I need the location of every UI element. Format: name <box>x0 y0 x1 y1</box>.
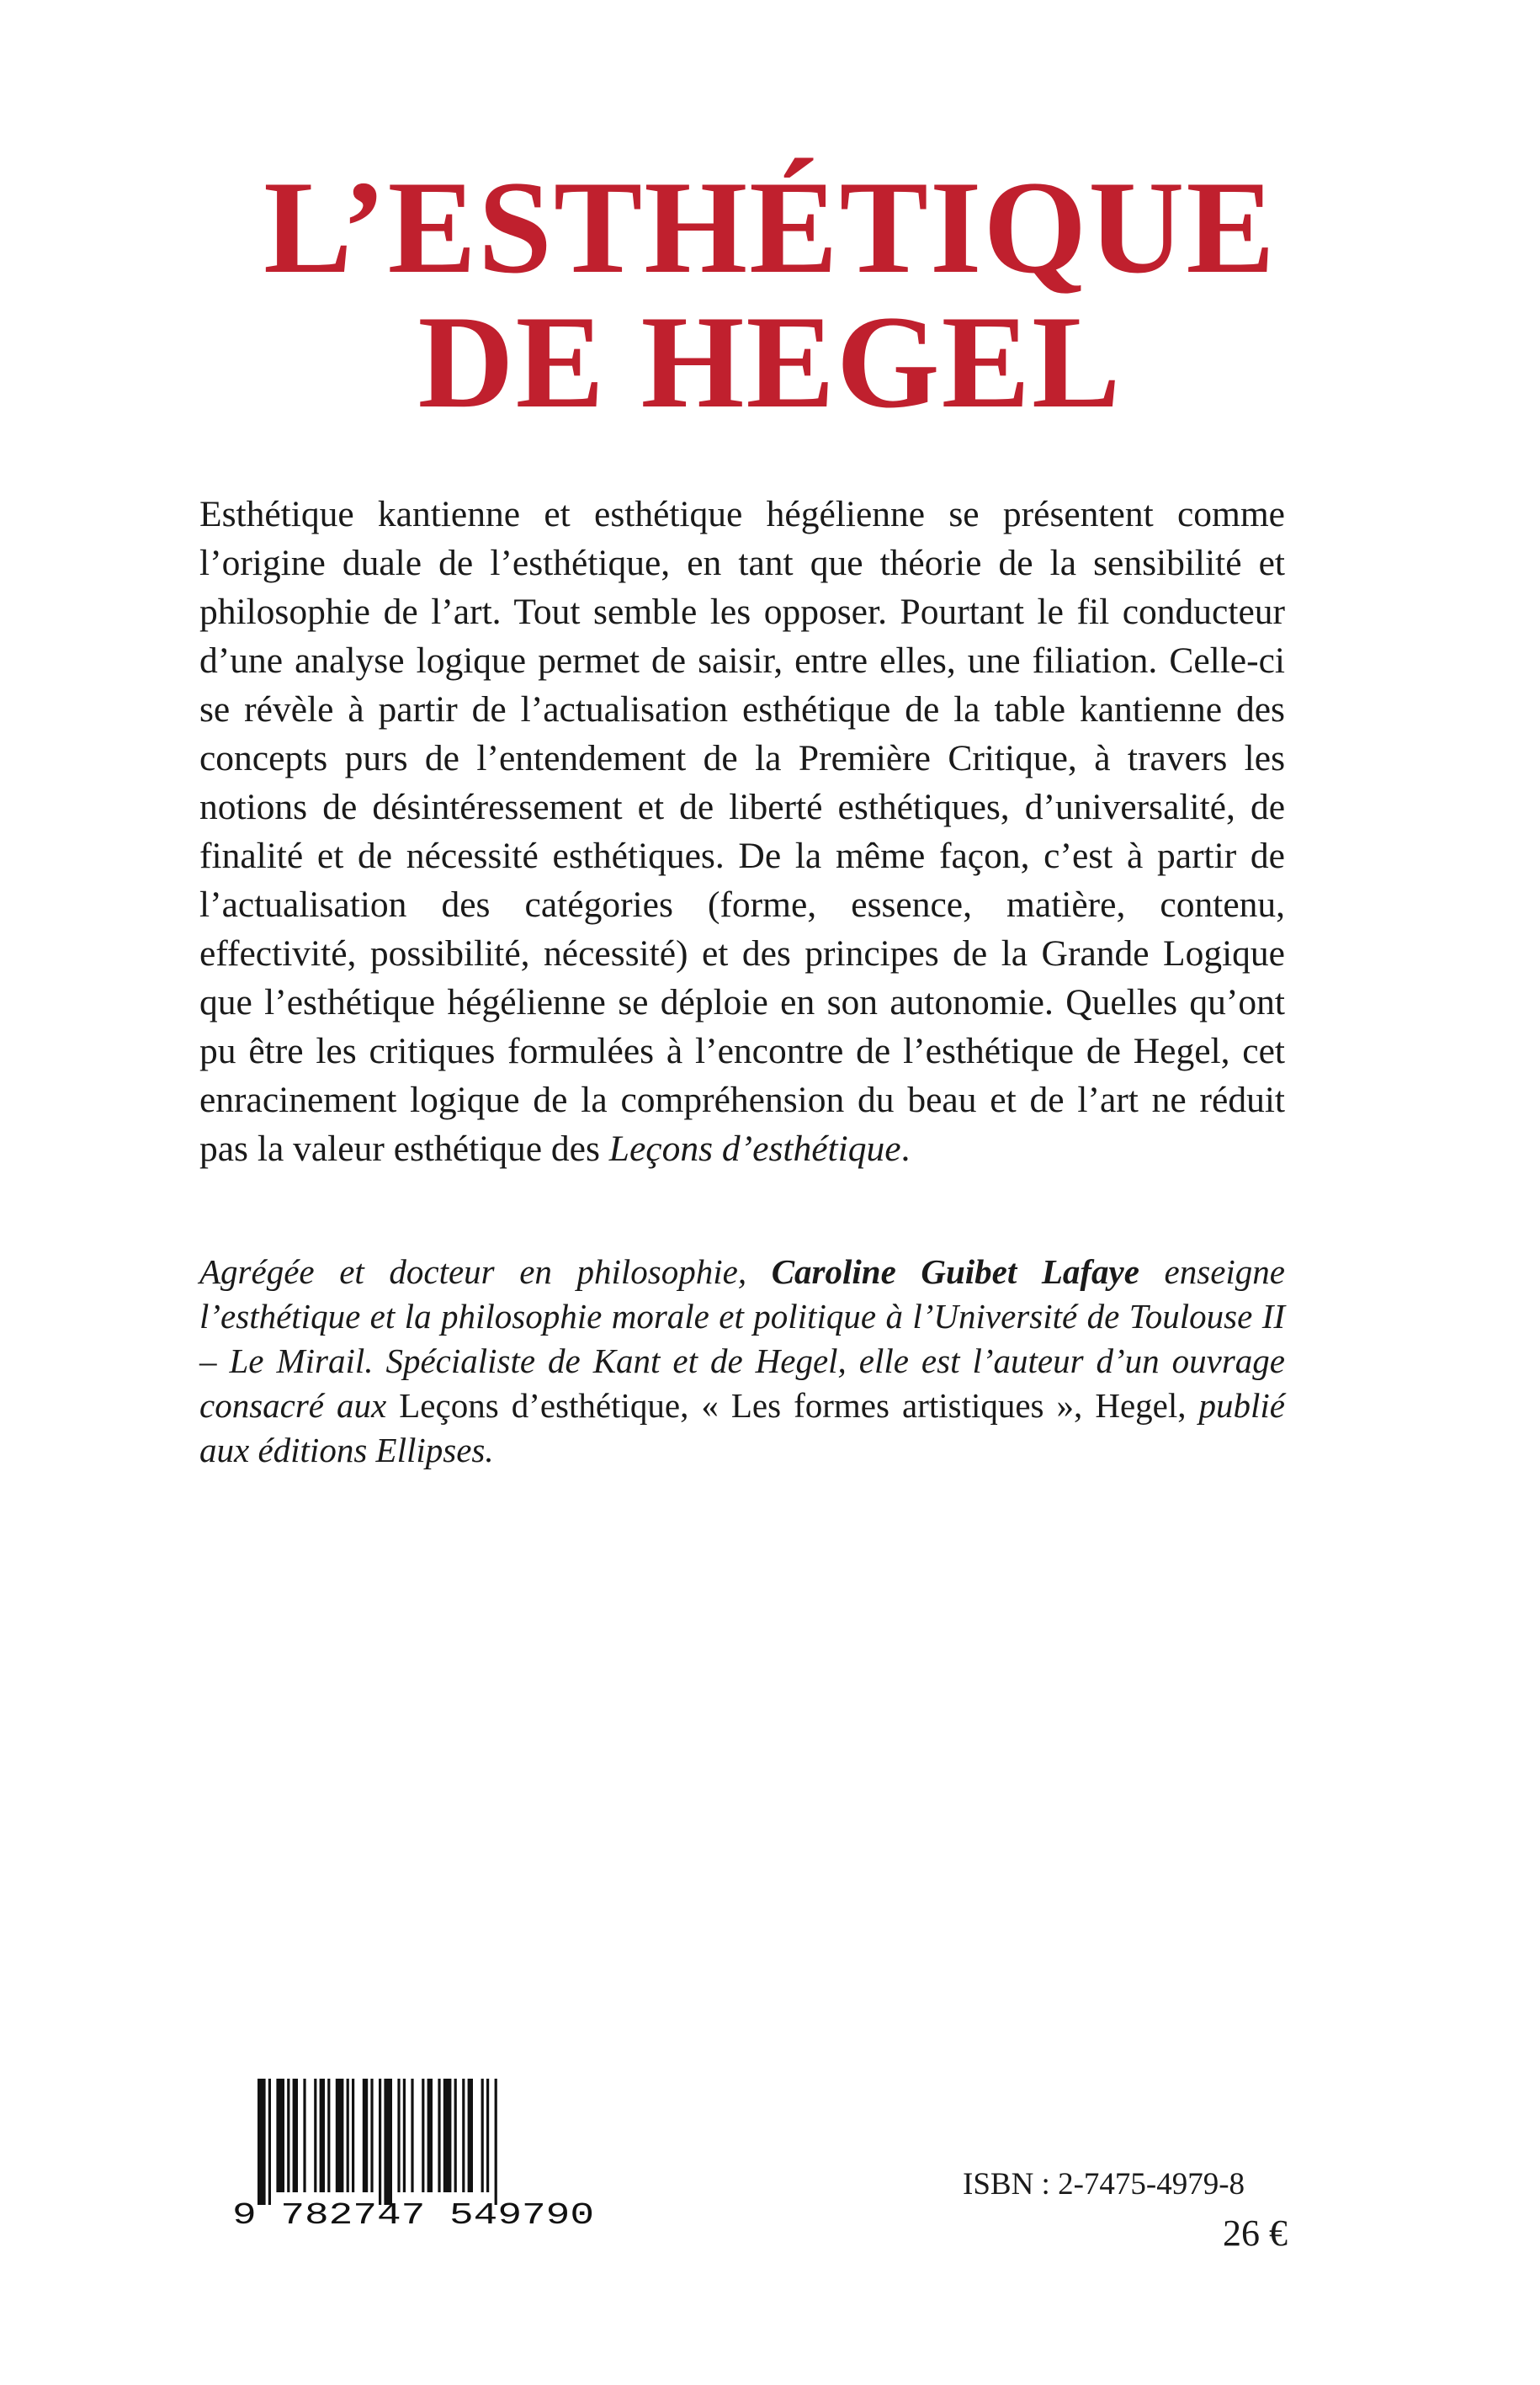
barcode-bar <box>276 2079 284 2192</box>
price: 26 € <box>1223 2212 1288 2254</box>
barcode-bar <box>462 2079 465 2192</box>
barcode-bar <box>379 2079 381 2205</box>
book-title-line-1: L’ESTHÉTIQUE <box>263 154 1277 301</box>
barcode-graphic <box>232 2079 594 2230</box>
barcode-bar <box>268 2079 271 2205</box>
barcode-digits: 9 782747 549790 <box>232 2198 594 2230</box>
summary-work-title: Leçons d’esthétique <box>608 1129 901 1169</box>
barcode-bar <box>438 2079 440 2192</box>
summary-text: Esthétique kantienne et esthétique hégélienne se présentent comme l’origine duale de l’esthétique, en tant que théorie de la sensibilité et philosophie de l’art. Tout semble les opposer. Pourtant le fil conducteur d’une analyse logique permet de saisir, entre elles, une filiation. Celle-ci se révèle à partir de l’actualisation esthétique de la table kantienne des concepts purs de l’entendement de la Première Critique, à travers les notions de désintéressement et de liberté esthétiques, d’universalité, de finalité et de nécessité esthétiques. De la même façon, c’est à partir de l’actualisation des catégories (forme, essence, matière, contenu, effectivité, possibilité, nécessité) et des principes de la Grande Logique que l’esthétique hégélienne se déploie en son autonomie. Quelles qu’ont pu être les critiques formulées à l’encontre de l’esthétique de Hegel, cet enracinement logique de la compréhension du beau et de l’art ne réduit pas la valeur esthétique des <box>199 494 1285 1169</box>
author-work-title: Leçons d’esthétique, « Les formes artistiques », Hegel, <box>399 1386 1187 1425</box>
barcode-bar <box>454 2079 457 2192</box>
barcode-bar <box>303 2079 305 2192</box>
barcode-bar <box>347 2079 349 2192</box>
barcode-bar <box>258 2079 266 2205</box>
barcode-bar <box>287 2079 289 2192</box>
barcode-bar <box>468 2079 473 2192</box>
barcode <box>232 2079 594 2230</box>
author-bio-prefix: Agrégée et docteur en philosophie, <box>199 1252 772 1291</box>
barcode-bar <box>293 2079 298 2192</box>
barcode-bar <box>403 2079 406 2192</box>
barcode-bar <box>327 2079 330 2192</box>
barcode-bar <box>320 2079 325 2192</box>
author-bio-suffix: publié aux éditions Ellipses. <box>199 1386 1285 1469</box>
summary-paragraph <box>199 490 1285 1173</box>
barcode-bar <box>370 2079 373 2192</box>
barcode-bar <box>384 2079 392 2205</box>
isbn: ISBN : 2-7475-4979-8 <box>963 2167 1245 2202</box>
author-bio-middle: enseigne l’esthétique et la philosophie morale et politique à l’Université de Toulouse II – Le Mirail. Spécialiste de Kant et de Hegel, elle est l’auteur d’un ouvrage consacré aux <box>199 1252 1285 1425</box>
barcode-bar <box>486 2079 489 2192</box>
book-title-line-2: DE HEGEL <box>417 289 1123 436</box>
barcode-bar <box>495 2079 497 2205</box>
summary-text-end: . <box>900 1129 911 1169</box>
barcode-bar <box>422 2079 424 2192</box>
author-name: Caroline Guibet Lafaye <box>771 1252 1139 1291</box>
barcode-bar <box>314 2079 316 2192</box>
barcode-bar <box>363 2079 368 2192</box>
barcode-bar <box>336 2079 344 2192</box>
barcode-bar <box>481 2079 484 2192</box>
barcode-bar <box>352 2079 354 2192</box>
barcode-bar <box>443 2079 452 2192</box>
barcode-bar <box>397 2079 400 2192</box>
barcode-bar <box>427 2079 433 2192</box>
author-bio <box>199 1250 1285 1473</box>
barcode-bar <box>411 2079 413 2192</box>
